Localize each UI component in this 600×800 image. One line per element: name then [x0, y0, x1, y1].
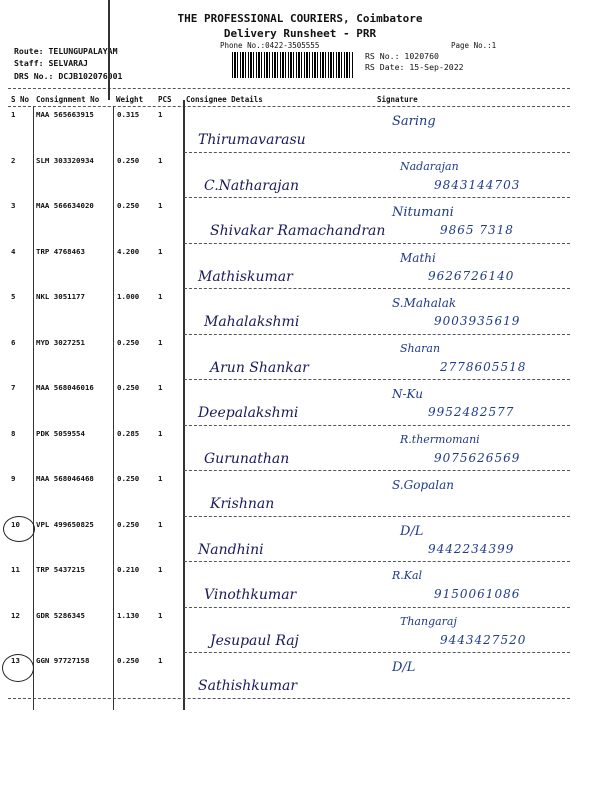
- row-divider: [184, 607, 570, 608]
- row-phone-handwritten: 2778605518: [440, 359, 527, 374]
- row-phone-handwritten: 9952482577: [428, 405, 515, 419]
- row-signature: Nadarajan: [400, 159, 459, 173]
- row-consignment: MAA 568046016: [36, 383, 94, 392]
- row-consignment: GGN 97727158: [36, 656, 90, 665]
- barcode: [232, 52, 354, 78]
- column-divider: [33, 106, 34, 710]
- row-divider: [184, 334, 570, 335]
- staff-label: Staff: SELVARAJ: [14, 58, 88, 68]
- row-consignment: PDK 5059554: [36, 428, 85, 438]
- row-pcs: 1: [158, 246, 163, 256]
- row-pcs: 1: [158, 155, 163, 165]
- row-sno: 5: [11, 292, 16, 301]
- row-divider: [8, 698, 570, 699]
- row-consignment: MYD 3027251: [36, 337, 85, 347]
- row-weight: 0.315: [117, 110, 140, 119]
- row-signature: D/L: [400, 523, 424, 539]
- row-phone-handwritten: 9843144703: [434, 177, 521, 192]
- row-phone-handwritten: 9865 7318: [440, 223, 514, 237]
- row-pcs: 1: [158, 201, 163, 210]
- row-pcs: 1: [158, 610, 163, 620]
- column-divider: [113, 106, 114, 710]
- row-phone-handwritten: 9443427520: [440, 632, 527, 647]
- row-consignment: SLM 303320934: [36, 155, 94, 165]
- phone-number: Phone No.:0422-3505555: [220, 41, 320, 50]
- row-consignee-handwritten: Sathishkumar: [198, 678, 298, 694]
- row-consignee-handwritten: Arun Shankar: [210, 359, 309, 376]
- row-consignee-handwritten: Mathiskumar: [198, 268, 293, 285]
- row-pcs: 1: [158, 565, 163, 574]
- row-signature: Nitumani: [392, 205, 454, 220]
- row-consignment: VPL 499650825: [36, 519, 94, 529]
- row-sno: 2: [11, 155, 16, 165]
- row-divider: [184, 379, 570, 380]
- row-sno: 4: [11, 246, 16, 256]
- row-weight: 1.000: [117, 292, 140, 301]
- row-pcs: 1: [158, 519, 163, 529]
- row-sno: 8: [11, 428, 16, 438]
- row-divider: [184, 243, 570, 244]
- row-pcs: 1: [158, 428, 163, 438]
- row-consignee-handwritten: Deepalakshmi: [198, 405, 299, 421]
- row-pcs: 1: [158, 110, 163, 119]
- row-pcs: 1: [158, 474, 163, 483]
- row-weight: 0.250: [117, 519, 140, 529]
- row-divider: [184, 425, 570, 426]
- row-consignee-handwritten: Jesupaul Raj: [210, 632, 299, 649]
- row-consignment: GDR 5286345: [36, 610, 85, 620]
- row-pcs: 1: [158, 292, 163, 301]
- row-consignee-handwritten: Mahalakshmi: [204, 314, 300, 330]
- row-consignment: TRP 4768463: [36, 246, 85, 256]
- row-divider: [184, 561, 570, 562]
- row-sno: 13: [11, 656, 20, 665]
- circle-mark: [3, 516, 35, 542]
- row-divider: [184, 152, 570, 153]
- row-divider: [184, 516, 570, 517]
- row-weight: 0.250: [117, 337, 140, 347]
- header-rule-bottom: [8, 106, 570, 107]
- row-sno: 7: [11, 383, 16, 392]
- row-signature: S.Gopalan: [392, 478, 454, 492]
- row-signature: D/L: [392, 660, 416, 675]
- column-signature: Signature: [377, 95, 418, 104]
- route-label: Route: TELUNGUPALAYAM: [14, 46, 118, 56]
- row-phone-handwritten: 9626726140: [428, 268, 515, 283]
- company-name: THE PROFESSIONAL COURIERS, Coimbatore: [177, 12, 423, 25]
- row-phone-handwritten: 9075626569: [434, 450, 521, 465]
- row-sno: 9: [11, 474, 16, 483]
- row-consignment: MAA 566634020: [36, 201, 94, 210]
- row-signature: Thangaraj: [400, 614, 457, 628]
- row-signature: Mathi: [400, 250, 436, 265]
- column-divider: [183, 100, 185, 710]
- row-divider: [184, 288, 570, 289]
- row-weight: 4.200: [117, 246, 140, 256]
- row-signature: N-Ku: [392, 387, 423, 401]
- row-consignment: MAA 565663915: [36, 110, 94, 119]
- row-divider: [184, 470, 570, 471]
- row-weight: 0.250: [117, 201, 140, 210]
- row-weight: 1.130: [117, 610, 140, 620]
- row-phone-handwritten: 9442234399: [428, 541, 515, 556]
- header-rule-top: [8, 88, 570, 89]
- page-number: Page No.:1: [451, 41, 497, 50]
- row-weight: 0.250: [117, 656, 140, 665]
- row-consignee-handwritten: Nandhini: [198, 541, 264, 558]
- column-weight: Weight: [116, 95, 144, 104]
- row-weight: 0.210: [117, 565, 140, 574]
- row-sno: 1: [11, 110, 16, 119]
- row-signature: R.thermomani: [400, 432, 480, 446]
- row-sno: 11: [11, 565, 20, 574]
- column-consignment: Consignment No: [36, 95, 100, 104]
- column-sno: S No: [11, 95, 30, 104]
- runsheet-title: Delivery Runsheet - PRR: [223, 27, 377, 40]
- row-consignment: MAA 568046468: [36, 474, 94, 483]
- circle-mark: [2, 654, 34, 682]
- column-consignee: Consignee Details: [186, 95, 263, 104]
- row-weight: 0.285: [117, 428, 140, 438]
- row-weight: 0.250: [117, 474, 140, 483]
- row-signature: S.Mahalak: [392, 296, 457, 310]
- drs-number: DRS No.: DCJB102076001: [14, 71, 123, 81]
- row-signature: Sharan: [400, 341, 441, 355]
- row-sno: 12: [11, 610, 20, 620]
- rs-number: RS No.: 1020760: [365, 51, 439, 61]
- row-consignment: NKL 3051177: [36, 292, 85, 301]
- column-divider: [108, 0, 110, 100]
- row-pcs: 1: [158, 383, 163, 392]
- row-sno: 3: [11, 201, 16, 210]
- row-consignee-handwritten: Vinothkumar: [204, 587, 297, 603]
- row-divider: [184, 652, 570, 653]
- row-consignee-handwritten: Krishnan: [210, 496, 275, 512]
- row-consignee-handwritten: Thirumavarasu: [198, 132, 306, 148]
- column-pcs: PCS: [158, 95, 172, 104]
- row-consignment: TRP 5437215: [36, 565, 85, 574]
- row-pcs: 1: [158, 337, 163, 347]
- row-sno: 10: [11, 519, 20, 529]
- row-phone-handwritten: 9150061086: [434, 587, 521, 601]
- rs-date: RS Date: 15-Sep-2022: [365, 62, 464, 72]
- row-signature: Saring: [392, 114, 436, 129]
- row-sno: 6: [11, 337, 16, 347]
- row-consignee-handwritten: C.Natharajan: [204, 177, 299, 194]
- row-pcs: 1: [158, 656, 163, 665]
- row-divider: [184, 197, 570, 198]
- row-consignee-handwritten: Shivakar Ramachandran: [210, 223, 386, 239]
- row-weight: 0.250: [117, 383, 140, 392]
- row-phone-handwritten: 9003935619: [434, 314, 521, 328]
- row-weight: 0.250: [117, 155, 140, 165]
- row-consignee-handwritten: Gurunathan: [204, 450, 290, 467]
- row-signature: R.Kal: [392, 569, 423, 582]
